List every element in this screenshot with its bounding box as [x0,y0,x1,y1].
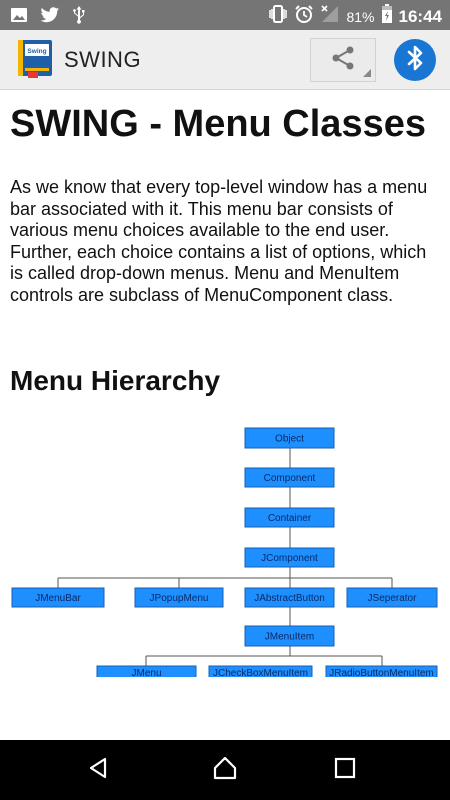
back-button[interactable] [80,752,116,788]
vibrate-icon [268,4,288,29]
usb-icon [72,5,86,30]
recents-icon [334,757,356,784]
recents-button[interactable] [327,752,363,788]
intro-paragraph: As we know that every top-level window has a menu bar associated with it. This menu bar consists of various menu choices available to the end user. Further, each choice contains a list of options, which is called drop-down menus. Menu and MenuItem controls are subclass of MenuComponent class. [10,177,428,305]
battery-percent: 81% [346,8,375,25]
share-button[interactable] [310,38,376,82]
node-label: JMenuItem [264,631,315,643]
diagram-node-jmenubar [12,588,104,607]
home-icon [212,755,238,786]
diagram-node-jcomponent [245,548,334,567]
node-label: JCheckBoxMenuItem [212,668,309,677]
back-icon [86,756,110,785]
home-button[interactable] [207,752,243,788]
content-footer-blank [0,677,450,740]
node-label: Object [275,433,304,445]
overflow-triangle-icon [363,69,371,77]
node-label: JMenu [131,668,162,677]
app-logo-text: Swing [27,48,47,55]
section-title: Menu Hierarchy [10,365,221,396]
image-icon [10,6,28,29]
node-label: JPopupMenu [149,593,209,604]
diagram-node-jseperator [347,588,437,607]
app-title: SWING [64,47,142,72]
diagram-node-object [245,428,334,448]
diagram-connectors [58,448,392,666]
diagram-node-component [245,468,334,487]
diagram-node-jpopupmenu [135,588,223,607]
bluetooth-button[interactable] [394,39,436,81]
content-area[interactable] [0,91,450,677]
node-label: Container [267,513,312,524]
app-bar [0,30,450,90]
node-label: JMenuBar [35,593,81,604]
node-label: JSeperator [367,593,417,604]
menu-hierarchy-diagram [0,426,450,677]
diagram-node-jcheckboxmenuitem [209,666,312,677]
twitter-icon [40,6,60,29]
node-label: Component [263,473,316,484]
status-bar [0,0,450,30]
node-label: JRadioButtonMenuItem [329,668,434,677]
diagram-node-jmenuitem [245,626,334,646]
status-time: 16:44 [398,6,442,26]
node-label: JComponent [261,553,318,564]
diagram-node-container [245,508,334,527]
status-system-icons [268,4,442,29]
alarm-icon [294,4,314,29]
node-label: JAbstractButton [254,593,325,604]
status-notifications [10,5,86,30]
diagram-node-jmenu [97,666,196,677]
share-icon [329,44,357,77]
diagram-node-jradiobuttonmenuitem [326,666,437,677]
signal-icon [320,4,340,29]
diagram-node-jabstractbutton [245,588,334,607]
navigation-bar [0,740,450,800]
battery-icon [381,4,393,29]
bluetooth-icon [404,44,426,77]
page-title: SWING - Menu Classes [10,103,426,145]
app-logo-icon [16,39,54,79]
